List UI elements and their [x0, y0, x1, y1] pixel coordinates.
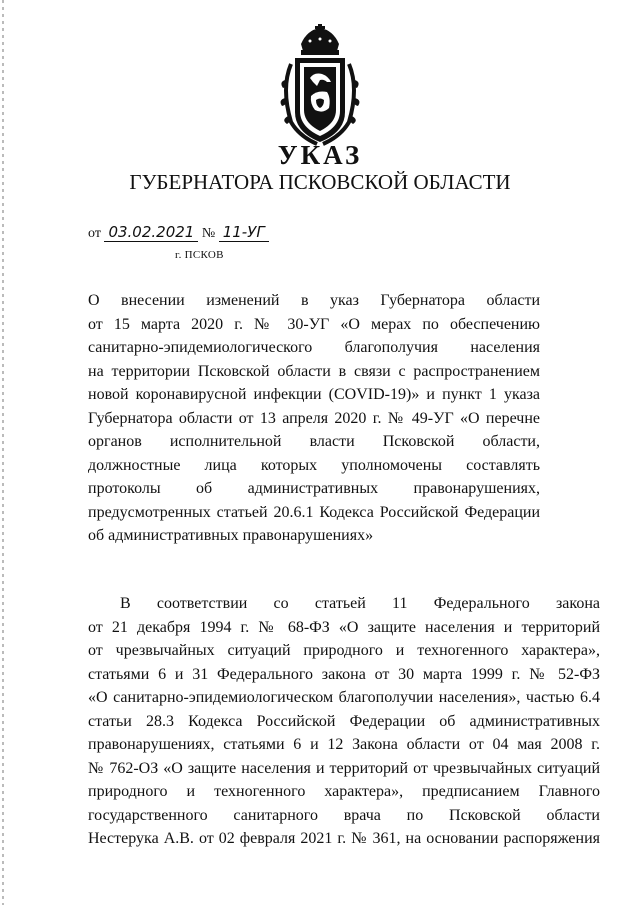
dateline — [88, 224, 269, 242]
date-value: 03.02.2021 — [104, 224, 198, 242]
number-value: 11-УГ — [219, 224, 269, 242]
document-title: УКАЗ — [277, 140, 363, 170]
number-label: № — [201, 226, 216, 241]
document-subtitle: ГУБЕРНАТОРА ПСКОВСКОЙ ОБЛАСТИ — [129, 170, 511, 194]
heading-line: Губернатора области от 13 апреля 2020 г. № 49-УГ «О перечне — [88, 409, 540, 427]
heading-line: органов исполнительной власти Псковской области, — [88, 433, 540, 450]
body-line: правонарушениях, статьями 6 и 12 Закона области от 04 мая 2008 г. — [88, 736, 600, 753]
from-label: от — [88, 226, 101, 241]
decree-heading — [88, 289, 540, 548]
body-line: «О санитарно-эпидемиологическом благополучии населения», частью 6.4 — [88, 689, 600, 706]
coat-of-arms-emblem — [277, 24, 363, 146]
body-line: от 21 декабря 1994 г. № 68-ФЗ «О защите населения и территорий — [88, 618, 600, 636]
body-line: В соответствии со статьей 11 Федерального закона — [120, 595, 600, 612]
city-label: г. ПСКОВ — [175, 249, 224, 261]
body-line: Нестерука А.В. от 02 февраля 2021 г. № 361, на основании распоряжения — [88, 830, 600, 847]
heading-line: от 15 марта 2020 г. № 30-УГ «О мерах по обеспечению — [88, 315, 540, 333]
heading-line: об административных правонарушениях» — [88, 527, 374, 544]
body-line: статьи 28.3 Кодекса Российской Федерации об административных — [88, 712, 600, 730]
scan-edge — [2, 0, 4, 905]
heading-line: О внесении изменений в указ Губернатора области — [88, 292, 540, 309]
heading-line: протоколы об административных правонарушениях, — [88, 480, 540, 497]
heading-line: новой коронавирусной инфекции (COVID-19)» и пункт 1 указа — [88, 386, 540, 403]
body-line: № 762-ОЗ «О защите населения и территорий от чрезвычайных ситуаций — [88, 759, 600, 777]
body-line: статьями 6 и 31 Федерального закона от 30 марта 1999 г. № 52-ФЗ — [88, 665, 600, 683]
body-line: природного и техногенного характера», предписанием Главного — [88, 783, 600, 800]
heading-line: санитарно-эпидемиологического благополучия населения — [88, 339, 540, 356]
heading-line: предусмотренных статьей 20.6.1 Кодекса Российской Федерации — [88, 503, 540, 521]
decree-body-paragraph — [88, 592, 600, 851]
heading-line: должностные лица которых уполномочены составлять — [88, 456, 540, 474]
body-line: государственного санитарного врача по Псковской области — [88, 806, 600, 824]
heading-line: на территории Псковской области в связи с распространением — [88, 362, 540, 380]
body-line: от чрезвычайных ситуаций природного и техногенного характера», — [88, 642, 600, 659]
